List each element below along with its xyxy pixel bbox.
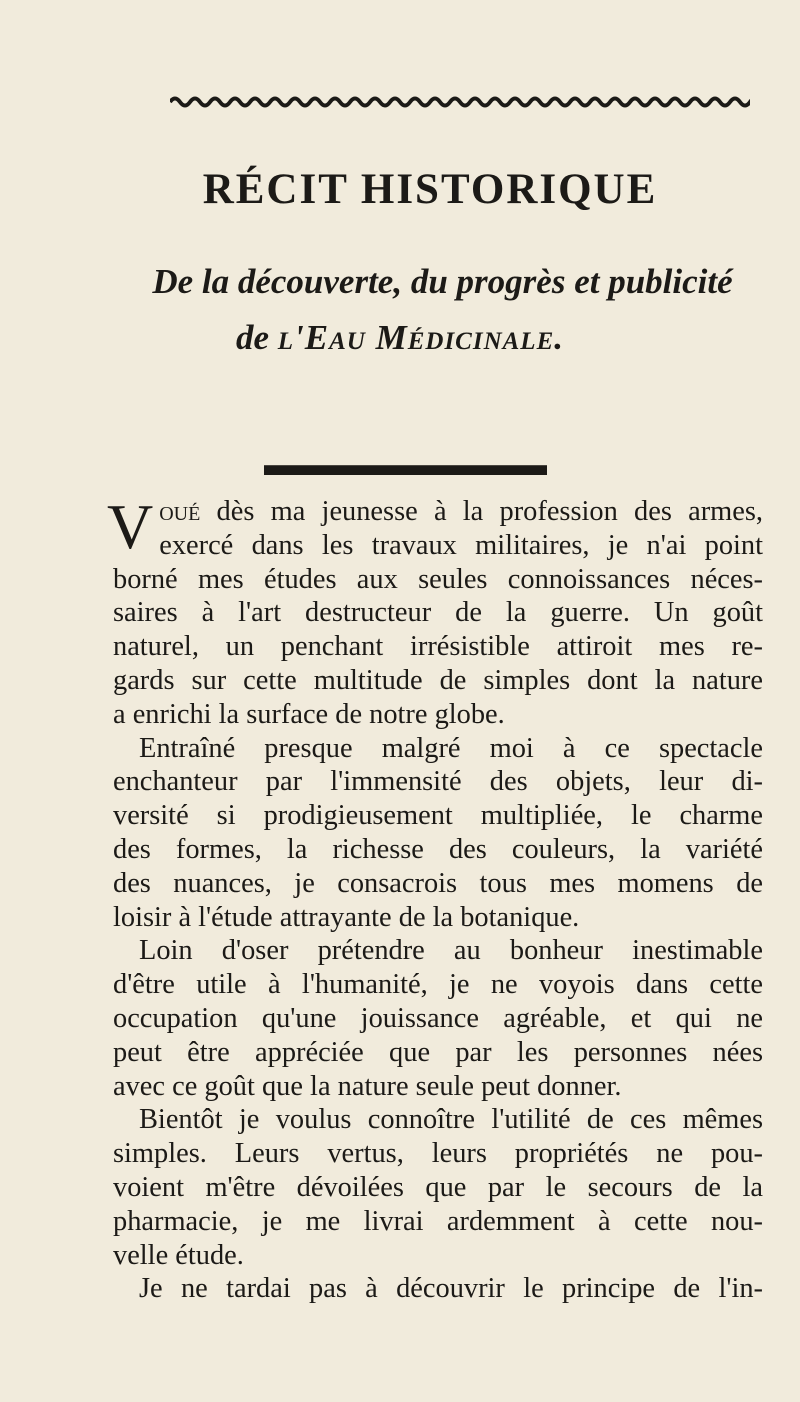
text-line: borné mes études aux seules connoissances néces- xyxy=(113,563,763,595)
text-line: peut être appréciée que par les personnes nées xyxy=(113,1036,763,1068)
paragraph-1 xyxy=(107,491,763,732)
first-word-small-caps: oué xyxy=(159,496,201,527)
text-line: Entraîné presque malgré moi à ce spectacle xyxy=(139,732,763,764)
subtitle-prefix: de xyxy=(235,318,278,357)
text-line: simples. Leurs vertus, leurs propriétés ne pou- xyxy=(113,1138,763,1170)
text-line: gards sur cette multitude de simples dont la nature xyxy=(113,664,763,696)
text-line: velle étude. xyxy=(113,1239,244,1271)
body-text xyxy=(107,491,763,1306)
text-line: Je ne tardai pas à découvrir le principe de l'in- xyxy=(139,1273,763,1305)
text-line: Bientôt je voulus connoître l'utilité de ces mêmes xyxy=(139,1104,763,1136)
text-line: oué dès ma jeunesse à la profession des armes, xyxy=(159,496,763,527)
text-line: a enrichi la surface de notre globe. xyxy=(113,698,505,730)
text-line: Loin d'oser prétendre au bonheur inestimable xyxy=(139,935,763,967)
text-line: naturel, un penchant irrésistible attiroit mes re- xyxy=(113,631,763,663)
text-line: occupation qu'une jouissance agréable, et qui ne xyxy=(113,1002,763,1034)
drop-cap: V xyxy=(107,491,154,562)
text-line: des formes, la richesse des couleurs, la variété xyxy=(113,833,763,865)
text-line: exercé dans les travaux militaires, je n'ai point xyxy=(159,529,763,561)
page-title: RÉCIT HISTORIQUE xyxy=(202,166,658,213)
text-line: avec ce goût que la nature seule peut donner. xyxy=(113,1070,622,1102)
subtitle-line-1: De la découverte, du progrès et publicité xyxy=(152,262,733,301)
text-line: saires à l'art destructeur de la guerre. Un goût xyxy=(113,597,763,629)
paragraph-3 xyxy=(113,934,763,1103)
horizontal-rule xyxy=(264,465,547,475)
text-line: d'être utile à l'humanité, je ne voyois dans cette xyxy=(113,969,763,1001)
ornamental-border-top xyxy=(170,96,750,108)
text-line: des nuances, je consacrois tous mes momens de xyxy=(113,867,763,899)
text-line: versité si prodigieusement multipliée, le charme xyxy=(113,800,763,832)
paragraph-5 xyxy=(113,1272,763,1306)
text-line: voient m'être dévoilées que par le secours de la xyxy=(113,1171,763,1203)
text-line: loisir à l'étude attrayante de la botanique. xyxy=(113,901,580,933)
paragraph-2 xyxy=(113,732,763,935)
subtitle-line-2 xyxy=(0,318,800,358)
subtitle-small-caps: l'Eau Médicinale. xyxy=(277,318,565,357)
text-line: pharmacie, je me livrai ardemment à cette nou- xyxy=(113,1205,763,1237)
paragraph-4 xyxy=(113,1103,763,1272)
text-line: enchanteur par l'immensité des objets, leur di- xyxy=(113,766,763,798)
